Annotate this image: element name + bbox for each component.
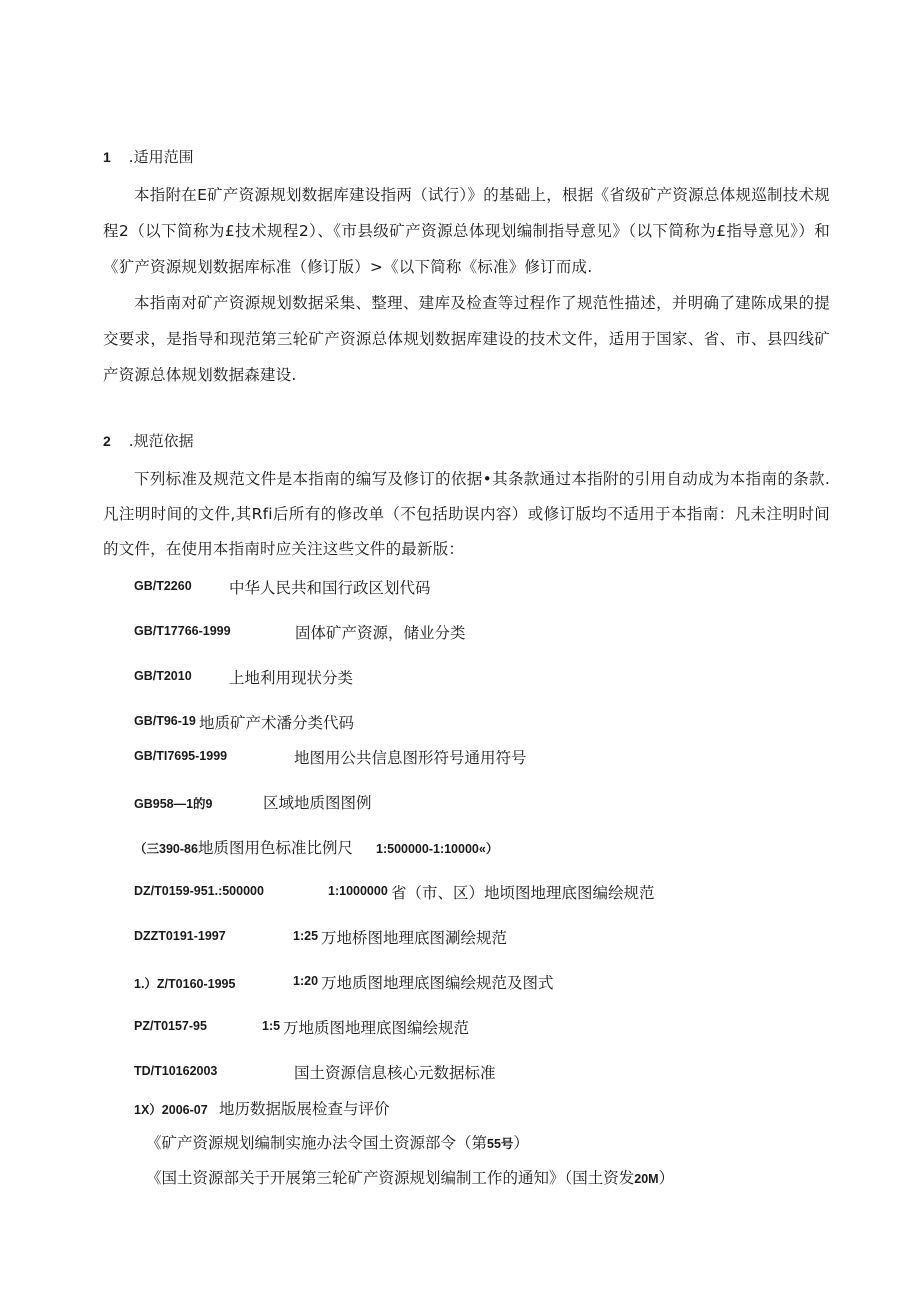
section-2-heading [103, 430, 194, 451]
standard-name: 地质图用色标准比例尺 [198, 839, 354, 857]
document-title: 《矿产资源规划编制实施办法令国土资源部令（第 [146, 1134, 488, 1152]
standard-code: GB958—1的9 [134, 797, 213, 811]
section-2-paragraph: 下列标准及规范文件是本指南的编写及修订的依据•其条款通过本指附的引用自动成为本指南的条款.凡注明时间的文件,其Rfi后所有的修改单（不包括助误内容）或修订版均不适用于本指南：凡未注明时间的文件，在使用本指南时应关注这些文件的最新版： [103, 470, 830, 558]
standard-name: 地图用公共信息图形符号通用符号 [294, 749, 527, 767]
document-tail: ） [658, 1169, 675, 1187]
standard-code: GB/T96-19 [134, 714, 196, 728]
standard-name: 区域地质图图例 [263, 794, 372, 812]
reference-document [146, 1131, 529, 1153]
standard-code: GB/T17766-1999 [134, 624, 231, 638]
standard-name: 固体矿产资源，储业分类 [295, 624, 466, 642]
section-number: 2 [103, 433, 111, 449]
reference-document [146, 1166, 674, 1188]
section-1-paragraph-2: 本指南对矿产资源规划数据采集、整理、建库及检查等过程作了规范性描述，并明确了建陈成果的提交要求，是指导和现范第三轮矿产资源总体规划数据库建设的技术文件，适用于国家、省、市、县四线矿产资源总体规划数据森建设. [103, 294, 830, 384]
standard-code: （三390-86 [134, 842, 198, 856]
standard-name: 上地利用现状分类 [229, 669, 354, 687]
standard-scale: 1:500000-1:10000«） [376, 842, 499, 856]
standard-name: 中华人民共和国行政区划代码 [229, 579, 431, 597]
standard-code: GB/T2010 [134, 669, 192, 683]
standard-name: 省（市、区）地顷图地理底图编绘规范 [391, 884, 655, 902]
standard-code: PZ/T0157-95 [134, 1019, 207, 1033]
section-title: .适用范围 [128, 148, 194, 166]
document-number: 20M [634, 1172, 659, 1186]
section-1-paragraph-1: 本指附在E矿产资源规划数据库建设指两（试行）》的基础上，根据《省级矿产资源总体规巡制技术规程2（以下简称为£技术规程2）、《市县级矿产资源总体现划编制指导意见》（以下简称为£指导意见》）和《犷产资源规划数据库标准（修订版）>《以下简称《标准》修订而成. [103, 186, 830, 276]
section-title: .规范依据 [128, 432, 194, 450]
standard-scale: 1:1000000 [328, 884, 388, 898]
standard-name: 地质矿产术潘分类代码 [199, 714, 355, 732]
standard-code: DZ/T0159-951.:500000 [134, 884, 264, 898]
document-tail: ） [513, 1134, 529, 1152]
standard-code: GB/T2260 [134, 579, 192, 593]
section-1-heading [103, 146, 194, 167]
standard-code: TD/T10162003 [134, 1064, 218, 1078]
document-title: 《国土资源部关于开展第三轮矿产资源规划编制工作的通知》（国土资发 [146, 1169, 635, 1187]
document-number: 55号 [487, 1137, 514, 1151]
standard-code: 1.）Z/T0160-1995 [134, 977, 236, 991]
standard-scale: 1:20 [293, 974, 319, 988]
standard-code: GB/TI7695-1999 [134, 749, 228, 763]
standard-name: 万地质图地理底图编绘规范及图式 [321, 974, 554, 992]
standard-code: 1X）2006-07 [134, 1103, 208, 1117]
section-number: 1 [103, 149, 111, 165]
standard-name: 万地质图地理底图编绘规范 [283, 1019, 470, 1037]
standard-name: 地历数据版展检查与评价 [219, 1100, 390, 1118]
standard-name: 国土资源信息核心元数据标准 [294, 1064, 496, 1082]
standard-name: 万地桥图地理底图涮绘规范 [321, 929, 508, 947]
standard-code: DZZT0191-1997 [134, 929, 226, 943]
standard-scale: 1:5 [262, 1019, 281, 1033]
standard-scale: 1:25 [293, 929, 319, 943]
